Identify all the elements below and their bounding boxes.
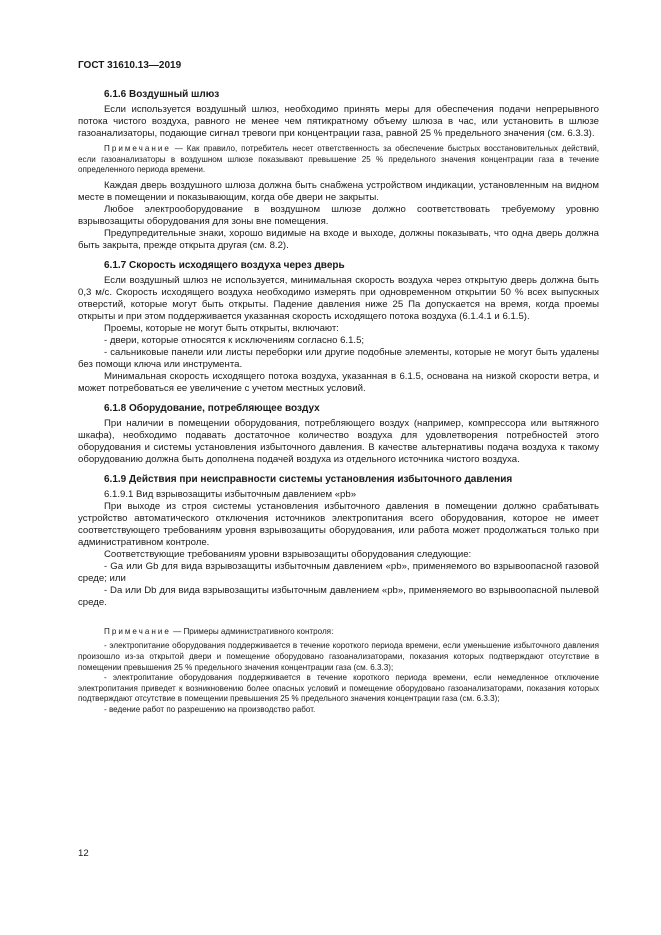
note-text: — Примеры административного контроля: xyxy=(170,626,334,636)
section-6-1-9-list-item-1: - Ga или Gb для вида взрывозащиты избыточным давлением «pb», применяемого во взрывоопасной газовой среде; или xyxy=(78,560,599,584)
section-6-1-6-title: 6.1.6 Воздушный шлюз xyxy=(104,89,220,100)
section-6-1-6-para-3: Любое электрооборудование в воздушном шлюзе должно соответствовать требуемому уровню взрывозащиты оборудования для зоны вне помещения. xyxy=(78,203,599,227)
section-6-1-7-para-3: Минимальная скорость исходящего потока воздуха, указанная в 6.1.5, основана на низкой скорости ветра, и может потребоваться ее увеличение с учетом местных условий. xyxy=(78,370,599,394)
spacer xyxy=(78,609,599,623)
section-6-1-8-para-1: При наличии в помещении оборудования, потребляющего воздух (например, компрессора или вытяжного шкафа), необходимо подавать достаточное количество воздуха для удовлетворения потребностей этого оборудования и системы установления избыточного давления. В качестве альтернативы подача воздуха к такому оборудованию должна быть дополнена подачей воздуха из отдельного источника чистого воздуха. xyxy=(78,417,599,465)
note-label: Примечание xyxy=(104,144,171,153)
page-number: 12 xyxy=(78,848,89,859)
section-6-1-6-note xyxy=(78,144,599,176)
section-6-1-6-para-1: Если используется воздушный шлюз, необходимо принять меры для обеспечения подачи непрерывного потока чистого воздуха, равного не менее чем пятикратному объему шлюза в час, или установить в шлюзе газоанализаторы, подающие сигнал тревоги при концентрации газа, равной 25 % предельного значения (см. 6.3.3). xyxy=(78,104,599,139)
section-6-1-7-list-item-1: - двери, которые относятся к исключениям согласно 6.1.5; xyxy=(104,334,365,346)
section-6-1-9-para-2: Соответствующие требованиям уровни взрывозащиты оборудования следующие: xyxy=(104,548,472,560)
section-6-1-8-title: 6.1.8 Оборудование, потребляющее воздух xyxy=(104,402,320,414)
section-6-1-7-para-2: Проемы, которые не могут быть открыты, включают: xyxy=(104,322,339,334)
section-6-1-7-list-item-2: - сальниковые панели или листы переборки или другие подобные элементы, которые не могут быть удалены без помощи ключа или инструмента. xyxy=(78,346,599,370)
note-list-item-2: - электропитание оборудования поддерживается в течение короткого периода времени, если немедленное отключение электропитания приведет к возникновению более опасных условий и помещение оборудовано газоанализаторами, показания которых подтверждают отсутствие в помещении превышения 25 % предельного значения концентрации газа (см. 6.3.3); xyxy=(78,673,599,704)
section-6-1-7-title: 6.1.7 Скорость исходящего воздуха через дверь xyxy=(104,259,345,271)
section-6-1-9-list-item-2: - Da или Db для вида взрывозащиты избыточным давлением «pb», применяемого во взрывоопасной пылевой среде. xyxy=(78,584,599,608)
section-6-1-9-1-subtitle: 6.1.9.1 Вид взрывозащиты избыточным давлением «pb» xyxy=(104,488,357,500)
section-6-1-9-note xyxy=(78,627,599,638)
note-text: — Как правило, потребитель несет ответственность за обеспечение быстрых восстановительных действий, если газоанализаторы в воздушном шлюзе показывают превышение 25 % предельного значения концентрации газа в течение определенного периода времени. xyxy=(78,144,599,175)
note-list-item-3: - ведение работ по разрешению на производство работ. xyxy=(104,704,316,714)
section-6-1-6-para-4: Предупредительные знаки, хорошо видимые на входе и выходе, должны показывать, что одна дверь должна быть закрыта, прежде открыта другая (см. 8.2). xyxy=(78,227,599,251)
document-header: ГОСТ 31610.13—2019 xyxy=(78,60,182,71)
note-label: Примечание xyxy=(104,626,171,636)
section-6-1-9-title: 6.1.9 Действия при неисправности системы установления избыточного давления xyxy=(104,473,513,485)
section-6-1-6-para-2: Каждая дверь воздушного шлюза должна быть снабжена устройством индикации, установленным на видном месте в помещении и показывающим, когда обе двери не закрыты. xyxy=(78,179,599,203)
note-list-item-1: - электропитание оборудования поддерживается в течение короткого периода времени, если уменьшение избыточного давления произошло из-за открытой двери и помещение оборудовано газоанализаторами, показания которых подтверждают отсутствие в помещении превышения 25 % предельного значения концентрации газа (см. 6.3.3); xyxy=(78,641,599,672)
section-6-1-7-para-1: Если воздушный шлюз не используется, минимальная скорость воздуха через открытую дверь должна быть 0,3 м/с. Скорость исходящего воздуха необходимо измерять при одновременном открытии 50 % всех выпускных отверстий, которые могут быть открыты. Падение давления ниже 25 Па допускается на время, когда проемы открыты и при этом поддерживается указанная скорость исходящего потока воздуха (6.1.4.1 и 6.1.5). xyxy=(78,274,599,322)
section-6-1-9-para-1: При выходе из строя системы установления избыточного давления в помещении должно срабатывать устройство автоматического отключения источников электропитания всего оборудования, которое не имеет соответствующего требованиям уровня взрывозащиты оборудования, или работа может продолжаться только при административном контроле. xyxy=(78,500,599,548)
